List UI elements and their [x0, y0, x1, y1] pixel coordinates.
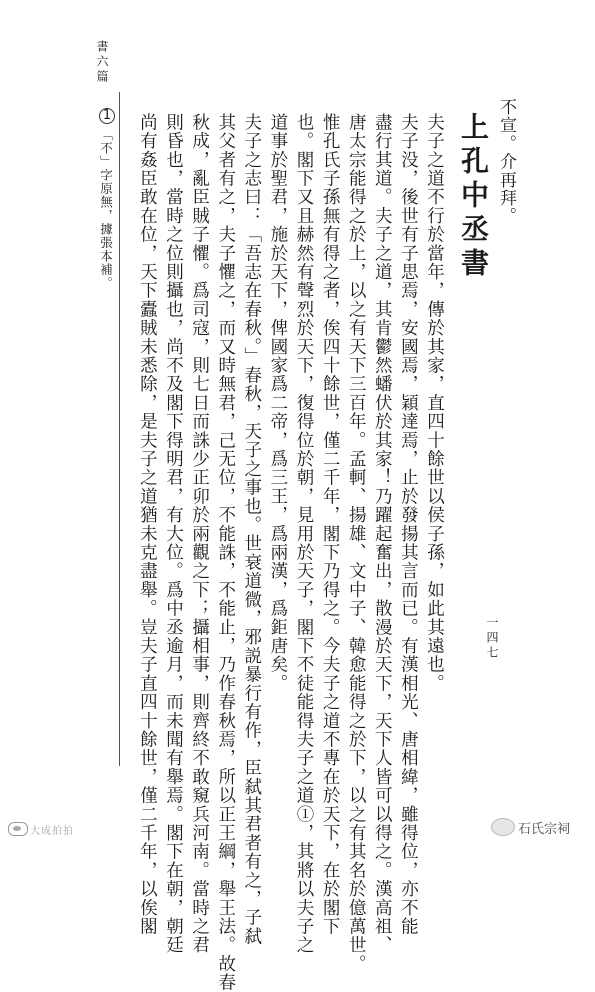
body-column: 惟孔氏子孫無有得之者，俟四十餘世，僅二千年，閣下乃得之。今夫子之道不專在於天下，在於閣下 [320, 113, 341, 936]
body-column: 尚有姦臣敢在位，天下蠹賊未悉除，是夫子之道猶未克盡舉。豈夫子直四十餘世，僅二千年，以俟閣 [137, 113, 158, 936]
body-column: 盡行其道。夫子之道，其肯鬱然蟠伏於其家！乃躍起奮出，散漫於天下，天下人皆可以得之。漢高祖、 [372, 113, 393, 955]
footnote-rule [119, 92, 120, 766]
body-column: 秋成，亂臣賊子懼。爲司寇，則七日而誅少正卯於兩觀之下；攝相事，則齊終不敢窺兵河南。當時之君 [189, 113, 210, 955]
watermark-right: 石氏宗祠 [518, 822, 571, 837]
wechat-icon [491, 818, 515, 836]
page-number: 一四七 [485, 616, 499, 661]
watermark-left: 大成拍拍 [30, 826, 74, 837]
body-column: 唐太宗能得之於上，以之有天下三百年。孟軻、揚雄、文中子、韓愈能得之於下，以之有其名於億萬世。 [346, 113, 367, 974]
letter-title: 上孔中丞書 [457, 112, 490, 282]
footnote-text: 「不」字原無，據張本補。 [98, 128, 114, 290]
closing-line: 不宣。介再拜。 [496, 98, 516, 226]
body-column: 也。閣下又且赫然有聲烈於天下，復得位於朝，見用於天子，閣下不徒能得夫子之道①，其將以夫子之 [294, 113, 314, 955]
body-column: 夫子之志曰：「吾志在春秋。」春秋，天子之事也。世衰道微，邪説暴行有作，臣弑其君者有之，子弑 [241, 113, 262, 946]
body-column: 夫子之道不行於當年，傳於其家，直四十餘世以侯子孫，如此其遠也。 [424, 113, 445, 693]
watermark-logo-icon [8, 822, 28, 836]
body-column: 夫子没，後世有子思焉，安國焉，穎達焉，止於發揚其言而已。有漢相光、唐相緯，雖得位，亦不能 [398, 113, 419, 936]
body-column: 其父者有之，夫子懼之，而又時無君，己无位，不能誅，不能止，乃作春秋焉，所以正王綱，舉王法。故春 [215, 113, 236, 992]
running-header: 書六篇 [95, 40, 109, 85]
footnote-marker: 1 [99, 108, 115, 124]
body-column: 則昏也，當時之位則攝也，尚不及閣下得明君，有大位。爲中丞逾月，而未聞有舉焉。閣下在朝，朝廷 [163, 113, 184, 955]
body-column: 道事於聖君，施於天下，俾國家爲二帝，爲三王，爲兩漢，爲鉅唐矣。 [267, 113, 288, 693]
